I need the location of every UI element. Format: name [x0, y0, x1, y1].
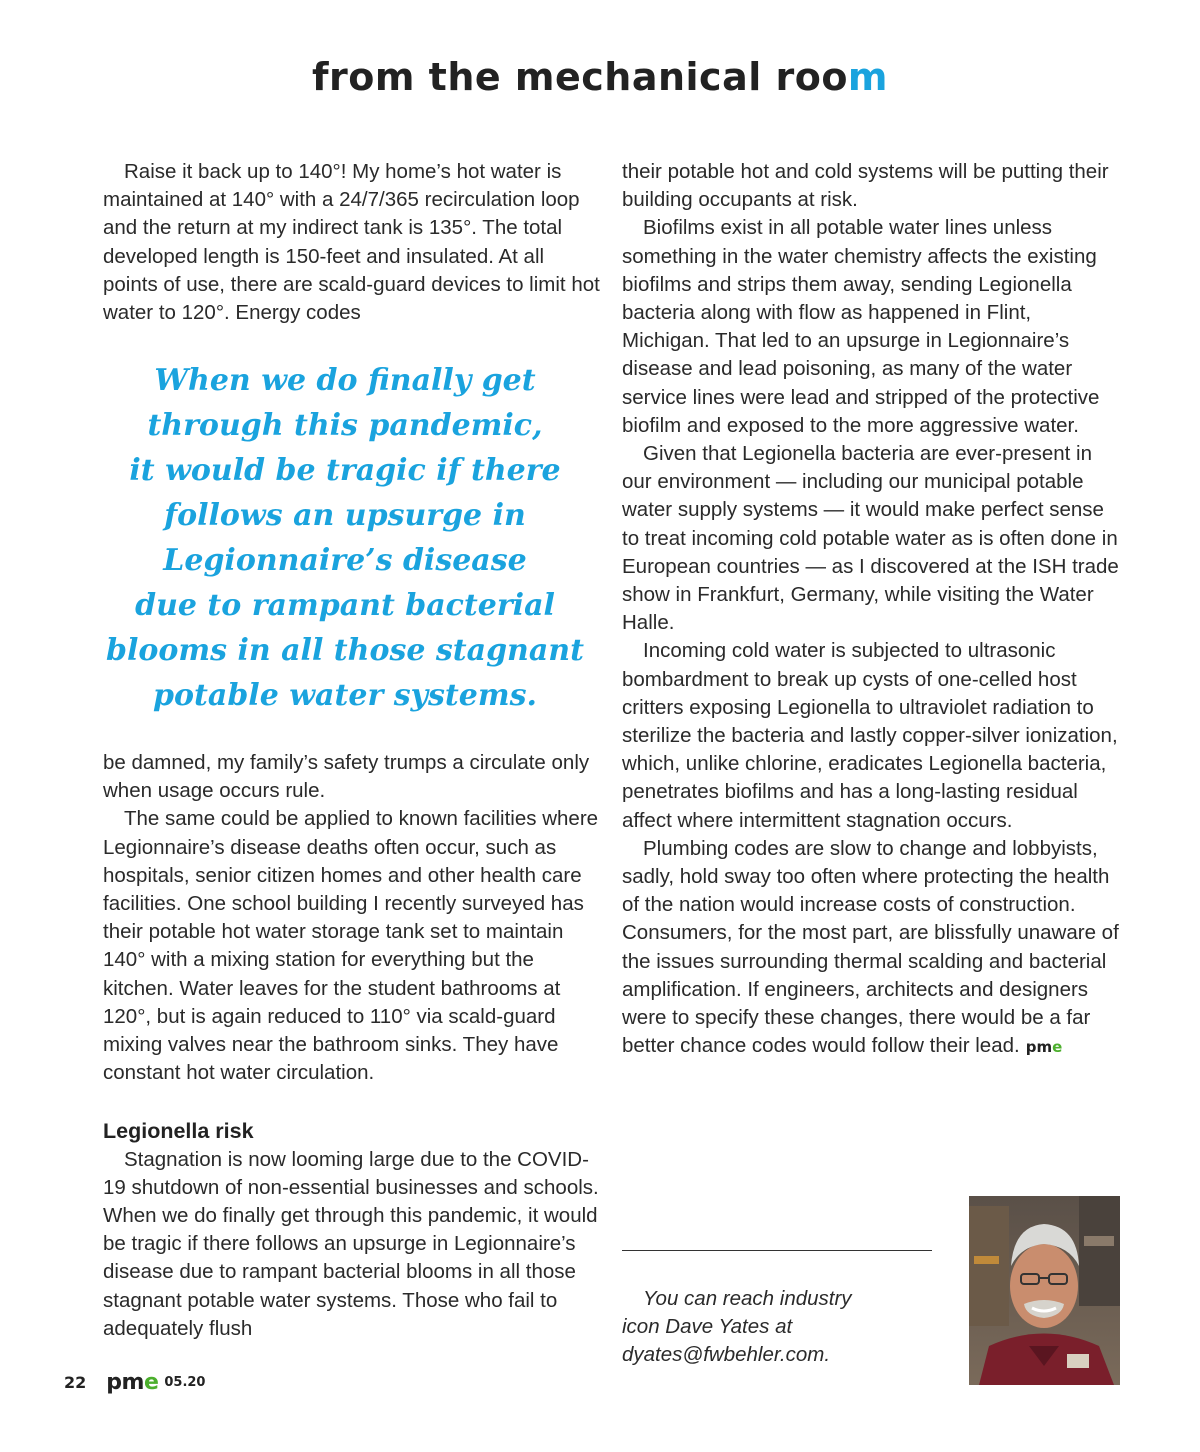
paragraph-text: Plumbing codes are slow to change and lobbyists, sadly, hold sway too often where protecting the health of the nation would increase costs of construction. Consumers, for the most part, are blissfully unaware of the issues surrounding thermal scalding and bacterial amplification. If engineers, architects and designers were to specify these changes, there would be a far better chance codes would follow their lead. — [622, 836, 1119, 1058]
left-column-top — [103, 158, 600, 327]
paragraph: The same could be applied to known facilities where Legionnaire’s disease deaths often occur, such as hospitals, senior citizen homes and other health care facilities. One school building I recently surveyed has their potable hot water storage tank set to maintain 140° with a mixing station for everything but the kitchen. Water leaves for the student bathrooms at 120°, but is again reduced to 110° via scald-guard mixing valves near the bathroom sinks. They have constant hot water circulation. — [103, 807, 599, 1085]
issue-date: 05.20 — [164, 1374, 206, 1390]
paragraph: their potable hot and cold systems will be putting their building occupants at risk. — [622, 160, 1109, 212]
paragraph: Stagnation is now looming large due to the COVID-19 shutdown of non-essential businesses and schools. When we do finally get through this pandemic, it would be tragic if there follows an upsurge in Legionnaire’s disease due to rampant bacterial blooms in all those stagnant potable water systems. Those who fail to adequately flush — [103, 1147, 599, 1340]
pull-quote-line: blooms in all those stagnant — [106, 633, 584, 668]
pull-quote-line: through this pandemic, — [147, 408, 543, 443]
logo-accent: e — [143, 1369, 159, 1395]
subheading: Legionella risk — [103, 1119, 254, 1144]
page-number: 22 — [64, 1372, 87, 1392]
pull-quote-line: Legionnaire’s disease — [163, 543, 527, 578]
right-column — [622, 158, 1122, 1062]
magazine-logo — [106, 1370, 158, 1395]
paragraph: Given that Legionella bacteria are ever-present in our environment — including our municipal potable water supply systems — it would make perfect sense to treat incoming cold potable water as is often done in European countries — as I discovered at the ISH trade show in Frankfurt, Germany, while visiting the Water Halle. — [622, 442, 1119, 635]
pull-quote-line: follows an upsurge in — [164, 498, 526, 533]
pull-quote — [103, 358, 587, 718]
contact-line: icon Dave Yates at — [622, 1315, 793, 1339]
pull-quote-line: due to rampant bacterial — [135, 588, 555, 623]
contact-line: You can reach industry — [643, 1287, 852, 1310]
paragraph: Raise it back up to 140°! My home’s hot water is maintained at 140° with a 24/7/365 recirculation loop and the return at my indirect tank is 135°. The total developed length is 150-feet and insulated. At all points of use, there are scald-guard devices to limit hot water to 120°. Energy codes — [103, 160, 600, 325]
logo-main: pm — [106, 1369, 144, 1395]
pull-quote-line: When we do finally get — [154, 363, 536, 398]
author-contact — [622, 1285, 952, 1370]
end-mark-main: pm — [1025, 1038, 1053, 1057]
author-photo — [969, 1196, 1120, 1385]
left-column-bottom — [103, 749, 600, 1343]
author-portrait-image — [969, 1196, 1120, 1385]
paragraph: Biofilms exist in all potable water lines unless something in the water chemistry affects the existing biofilms and strips them away, sending Legionella bacteria along with flow as happened in Flint, Michigan. That led to an upsurge in Legionnaire’s disease and lead poisoning, as many of the water service lines were lead and stripped of the protective biofilm and exposed to the more aggressive water. — [622, 216, 1100, 437]
pull-quote-line: potable water systems. — [153, 678, 537, 713]
paragraph: Incoming cold water is subjected to ultrasonic bombardment to break up cysts of one-celled host critters exposing Legionella to ultraviolet radiation to sterilize the bacteria and lastly copper-silver ionization, which, unlike chlorine, eradicates Legionella bacteria, penetrates biofilms and has a long-lasting residual affect where intermittent stagnation occurs. — [622, 639, 1118, 832]
header-title-accent: m — [847, 55, 889, 99]
paragraph-final — [622, 835, 1122, 1062]
page-footer — [64, 1362, 205, 1402]
pull-quote-line: it would be tragic if there — [129, 453, 561, 488]
contact-email: dyates@fwbehler.com. — [622, 1343, 831, 1367]
header-title: from the mechanical roo — [311, 55, 848, 99]
end-mark — [1026, 1038, 1063, 1056]
end-mark-accent: e — [1052, 1038, 1063, 1057]
paragraph: be damned, my family’s safety trumps a circulate only when usage occurs rule. — [103, 751, 590, 803]
divider-rule — [622, 1250, 932, 1251]
section-header — [0, 55, 1200, 99]
